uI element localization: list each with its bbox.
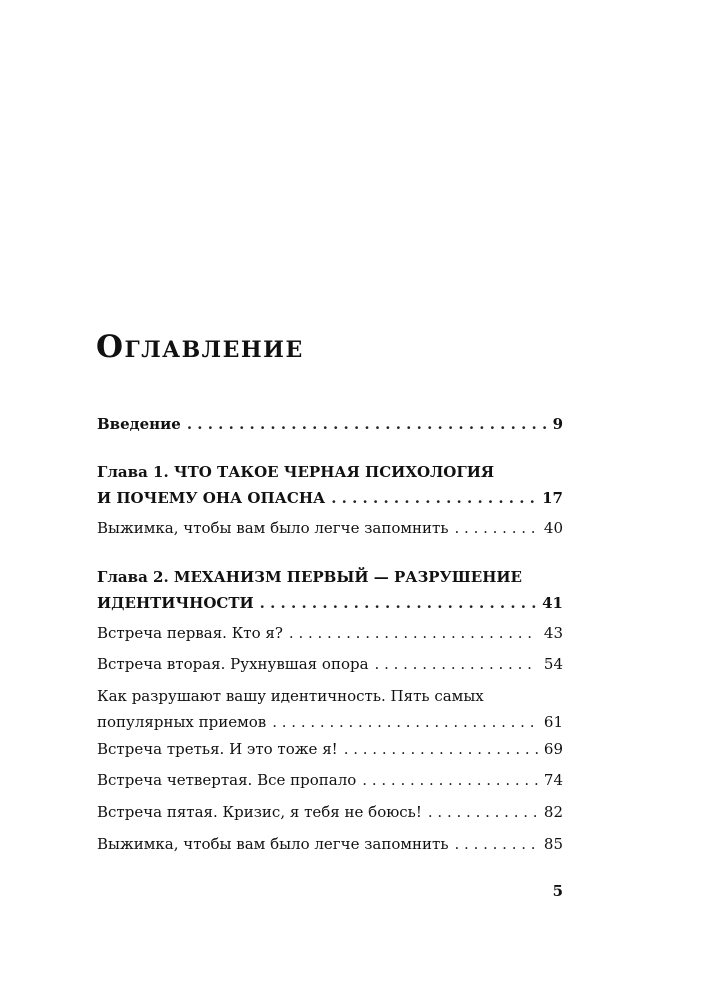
toc-entry bbox=[97, 767, 563, 793]
dot-leader bbox=[344, 736, 538, 762]
page-title: Оглавление bbox=[96, 329, 304, 365]
toc-entry bbox=[97, 459, 563, 511]
toc-entry-page: 61 bbox=[543, 713, 563, 731]
toc-entry-title: ИДЕНТИЧНОСТИ bbox=[97, 594, 254, 612]
toc-entry-page: 9 bbox=[552, 415, 563, 433]
toc-entry-title: Выжимка, чтобы вам было легче запомнить bbox=[97, 835, 449, 853]
toc-entry bbox=[97, 564, 563, 616]
dot-leader bbox=[455, 831, 538, 857]
toc-entry-title: Встреча вторая. Рухнувшая опора bbox=[97, 655, 369, 673]
dot-leader bbox=[331, 485, 536, 511]
toc-entry bbox=[97, 831, 563, 857]
toc-entry-page: 54 bbox=[543, 655, 563, 673]
toc-entry-title: Введение bbox=[97, 415, 181, 433]
toc-entry-title: Выжимка, чтобы вам было легче запомнить bbox=[97, 519, 449, 537]
toc-entry bbox=[97, 620, 563, 646]
toc-entry bbox=[97, 515, 563, 541]
dot-leader bbox=[455, 515, 538, 541]
dot-leader bbox=[375, 651, 538, 677]
toc-entry-page: 69 bbox=[543, 740, 563, 758]
toc-entry bbox=[97, 683, 563, 735]
toc-entry-page: 40 bbox=[543, 519, 563, 537]
toc-entry-title: Встреча пятая. Кризис, я тебя не боюсь! bbox=[97, 803, 422, 821]
toc-entry bbox=[97, 411, 563, 437]
dot-leader bbox=[260, 590, 536, 616]
toc-entry-title-line1: Глава 2. МЕХАНИЗМ ПЕРВЫЙ — РАЗРУШЕНИЕ bbox=[97, 568, 522, 586]
toc-entry-title-line1: Глава 1. ЧТО ТАКОЕ ЧЕРНАЯ ПСИХОЛОГИЯ bbox=[97, 463, 495, 481]
toc-entry-title-line1: Как разрушают вашу идентичность. Пять самых bbox=[97, 687, 484, 705]
dot-leader bbox=[428, 799, 538, 825]
dot-leader bbox=[289, 620, 538, 646]
toc-entry-page: 17 bbox=[542, 489, 563, 507]
toc-entry-page: 41 bbox=[542, 594, 563, 612]
toc-entry-page: 85 bbox=[543, 835, 563, 853]
page-number: 5 bbox=[552, 882, 563, 900]
toc-entry bbox=[97, 736, 563, 762]
toc-entry-title: популярных приемов bbox=[97, 713, 267, 731]
toc-entry bbox=[97, 799, 563, 825]
toc-entry-page: 82 bbox=[543, 803, 563, 821]
dot-leader bbox=[187, 411, 547, 437]
toc-entry-title: Встреча третья. И это тоже я! bbox=[97, 740, 338, 758]
toc-entry-page: 74 bbox=[543, 771, 563, 789]
dot-leader bbox=[362, 767, 538, 793]
toc-entry-title: И ПОЧЕМУ ОНА ОПАСНА bbox=[97, 489, 326, 507]
toc-entry-page: 43 bbox=[543, 624, 563, 642]
toc-entry-title: Встреча четвертая. Все пропало bbox=[97, 771, 357, 789]
toc-entry bbox=[97, 651, 563, 677]
dot-leader bbox=[272, 709, 538, 735]
toc-entry-title: Встреча первая. Кто я? bbox=[97, 624, 283, 642]
